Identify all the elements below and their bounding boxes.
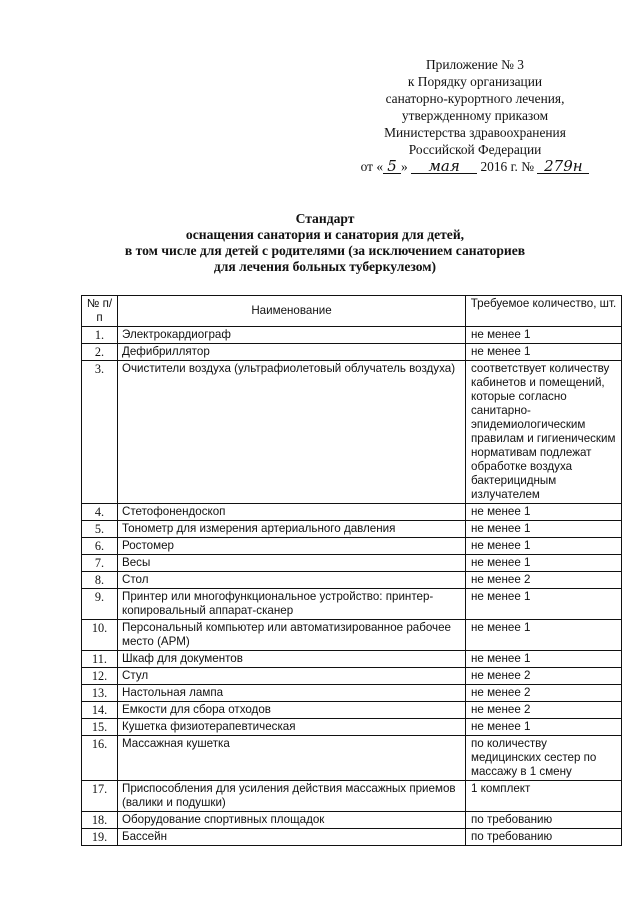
row-number: 4. — [82, 504, 118, 521]
row-name: Тонометр для измерения артериального давления — [118, 521, 466, 538]
row-name: Электрокардиограф — [118, 327, 466, 344]
handwritten-month: мая — [411, 160, 477, 174]
equipment-table — [81, 295, 622, 846]
row-quantity: по требованию — [466, 829, 622, 846]
row-name: Бассейн — [118, 829, 466, 846]
row-number: 1. — [82, 327, 118, 344]
row-quantity: не менее 1 — [466, 719, 622, 736]
row-name: Стол — [118, 572, 466, 589]
row-name: Стетофонендоскоп — [118, 504, 466, 521]
row-name: Стул — [118, 668, 466, 685]
row-name: Кушетка физиотерапевтическая — [118, 719, 466, 736]
row-number: 3. — [82, 361, 118, 504]
row-number: 6. — [82, 538, 118, 555]
handwritten-order-number: 279н — [537, 160, 589, 174]
row-quantity: не менее 1 — [466, 504, 622, 521]
row-name: Принтер или многофункциональное устройство: принтер-копировальный аппарат-сканер — [118, 589, 466, 620]
row-name: Оборудование спортивных площадок — [118, 812, 466, 829]
row-number: 14. — [82, 702, 118, 719]
order-date-line — [330, 158, 620, 175]
row-quantity: по требованию — [466, 812, 622, 829]
row-number: 9. — [82, 589, 118, 620]
row-quantity: не менее 1 — [466, 651, 622, 668]
row-name: Ростомер — [118, 538, 466, 555]
document-title — [40, 211, 610, 275]
row-quantity: не менее 1 — [466, 521, 622, 538]
row-number: 8. — [82, 572, 118, 589]
table-row — [82, 327, 622, 344]
row-quantity: не менее 2 — [466, 572, 622, 589]
table-row — [82, 538, 622, 555]
date-prefix: от « — [360, 159, 384, 174]
header-name: Наименование — [118, 296, 466, 327]
row-number: 12. — [82, 668, 118, 685]
table-row — [82, 361, 622, 504]
table-row — [82, 521, 622, 538]
appendix-line: Российской Федерации — [408, 142, 542, 157]
date-mid: » — [401, 159, 412, 174]
title-line: для лечения больных туберкулезом) — [213, 259, 437, 274]
table-row — [82, 504, 622, 521]
row-number: 10. — [82, 620, 118, 651]
row-quantity: не менее 1 — [466, 327, 622, 344]
row-number: 18. — [82, 812, 118, 829]
row-quantity: 1 комплект — [466, 781, 622, 812]
header-number: № п/п — [82, 296, 118, 327]
row-name: Весы — [118, 555, 466, 572]
appendix-block — [330, 56, 620, 175]
row-number: 19. — [82, 829, 118, 846]
row-quantity: не менее 2 — [466, 702, 622, 719]
row-name: Приспособления для усиления действия массажных приемов (валики и подушки) — [118, 781, 466, 812]
row-quantity: по количеству медицинских сестер по массажу в 1 смену — [466, 736, 622, 781]
table-row — [82, 829, 622, 846]
table-row — [82, 344, 622, 361]
table-row — [82, 781, 622, 812]
table-row — [82, 685, 622, 702]
handwritten-day: 5 — [383, 160, 401, 174]
table-row — [82, 702, 622, 719]
table-row — [82, 668, 622, 685]
table-row — [82, 651, 622, 668]
row-quantity: не менее 1 — [466, 620, 622, 651]
row-name: Шкаф для документов — [118, 651, 466, 668]
table-row — [82, 572, 622, 589]
table-row — [82, 812, 622, 829]
row-name: Емкости для сбора отходов — [118, 702, 466, 719]
title-line: в том числе для детей с родителями (за исключением санаториев — [124, 243, 526, 258]
appendix-line: утвержденному приказом — [401, 108, 549, 123]
row-quantity: не менее 1 — [466, 589, 622, 620]
row-number: 15. — [82, 719, 118, 736]
table-row — [82, 589, 622, 620]
appendix-line: Приложение № 3 — [425, 57, 525, 72]
row-name: Массажная кушетка — [118, 736, 466, 781]
row-number: 5. — [82, 521, 118, 538]
row-quantity: не менее 1 — [466, 344, 622, 361]
title-line: оснащения санатория и санатория для детей, — [185, 227, 465, 242]
table-header-row — [82, 296, 622, 327]
row-number: 7. — [82, 555, 118, 572]
date-year: 2016 г. № — [477, 159, 538, 174]
row-quantity: соответствует количеству кабинетов и помещений, которые согласно санитарно-эпидемиологическим правилам и гигиеническим нормативам подлежат обработке воздуха бактерицидным излучателем — [466, 361, 622, 504]
row-number: 2. — [82, 344, 118, 361]
row-quantity: не менее 2 — [466, 685, 622, 702]
table-row — [82, 736, 622, 781]
header-quantity: Требуемое количество, шт. — [466, 296, 622, 327]
row-number: 16. — [82, 736, 118, 781]
row-name: Дефибриллятор — [118, 344, 466, 361]
row-number: 13. — [82, 685, 118, 702]
row-quantity: не менее 2 — [466, 668, 622, 685]
row-quantity: не менее 1 — [466, 555, 622, 572]
row-number: 11. — [82, 651, 118, 668]
row-number: 17. — [82, 781, 118, 812]
appendix-line: санаторно-курортного лечения, — [385, 91, 565, 106]
table-row — [82, 555, 622, 572]
row-quantity: не менее 1 — [466, 538, 622, 555]
title-line: Стандарт — [295, 211, 355, 226]
row-name: Настольная лампа — [118, 685, 466, 702]
table-body — [82, 327, 622, 846]
appendix-line: Министерства здравоохранения — [384, 125, 566, 140]
table-row — [82, 620, 622, 651]
row-name: Очистители воздуха (ультрафиолетовый облучатель воздуха) — [118, 361, 466, 504]
appendix-line: к Порядку организации — [407, 74, 543, 89]
row-name: Персональный компьютер или автоматизированное рабочее место (АРМ) — [118, 620, 466, 651]
table-row — [82, 719, 622, 736]
